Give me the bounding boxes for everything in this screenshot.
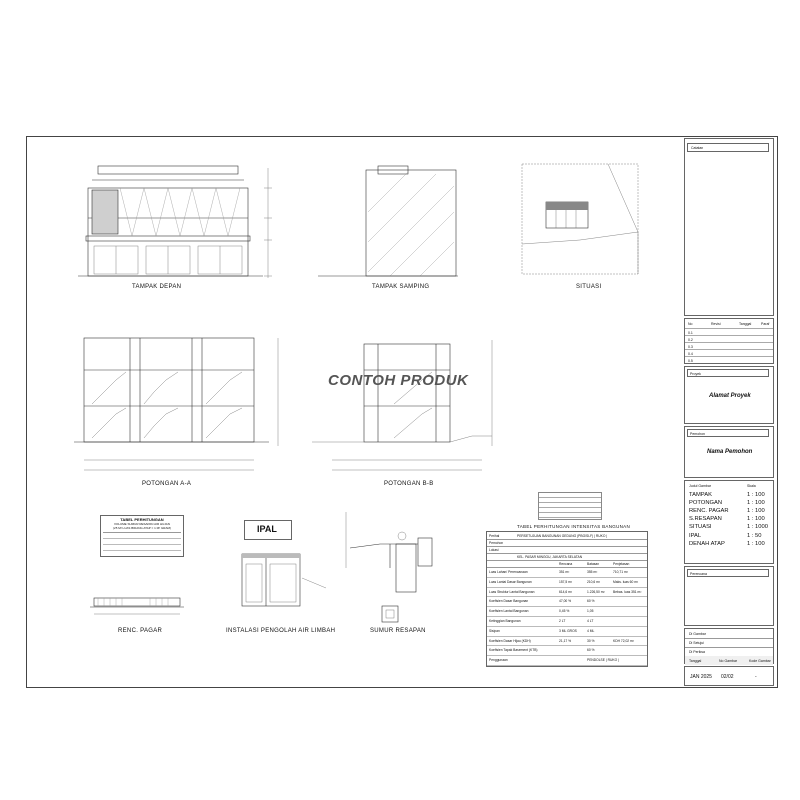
intensity-row-label: Penggunaan — [489, 658, 508, 663]
notes-panel — [684, 138, 774, 316]
revision-row-number: 0.4 — [688, 351, 693, 356]
site-plan-title: SITUASI — [576, 284, 602, 290]
drawing-name: DENAH ATAP — [689, 540, 725, 547]
drawing-list-row — [685, 540, 773, 548]
intensity-row-batasan: 1,05 — [587, 609, 594, 614]
approval-panel — [684, 628, 774, 664]
notes-label: Catatan — [691, 146, 704, 150]
intensity-perihal: PERSETUJUAN BANGUNAN GEDUNG (PBG/SLF) | RUKO | — [517, 533, 608, 538]
revision-row — [685, 356, 773, 364]
title-block — [684, 138, 774, 686]
drawing-number-value: 02/02 — [721, 674, 734, 680]
table-sumur-resapan — [100, 515, 184, 557]
applicant-panel — [684, 426, 774, 478]
drawing-name: S.RESAPAN — [689, 516, 722, 523]
drawing-list-header: Judul Gambar — [689, 484, 711, 488]
intensity-row-penjelasan: 710,71 m² — [613, 570, 628, 574]
applicant-name: Nama Pemohon — [707, 449, 753, 455]
side-elevation-drawing — [318, 162, 458, 282]
intensity-row-label: Ketinggian Bangunan — [489, 619, 521, 623]
front-elevation-drawing — [78, 158, 298, 288]
watermark-text: CONTOH PRODUK — [328, 372, 469, 389]
approved-by-label: Di Setujui — [689, 640, 704, 645]
intensity-row-batasan: 4 LT — [587, 619, 594, 623]
drawing-name: TAMPAK — [689, 491, 712, 498]
drawing-name: RENC. PAGAR — [689, 507, 729, 514]
ipal-label-box — [244, 520, 292, 540]
intensity-row-label: Luas Lahan/ Perencanaan — [489, 570, 528, 574]
drawing-list-row — [685, 499, 773, 507]
table-sumur-title: TABEL PERHITUNGAN — [120, 517, 164, 522]
table-sumur-subtitle2: (25 M² LUAS BIDANG ATAP = 1 M³ GRAM) — [113, 526, 171, 530]
drawing-list-row — [685, 524, 773, 532]
intensity-location: KEL. PASAR MINGGU, JAKARTA SELATAN — [517, 554, 583, 559]
intensity-row-batasan: PENDOLSE | RUKO | — [587, 658, 619, 663]
intensity-header-rencana: Rencana — [559, 561, 573, 566]
section-bb-title: POTONGAN B-B — [384, 481, 434, 487]
intensity-row-penjelasan: KDH 72,02 m² — [613, 638, 634, 643]
fence-plan-title: RENC. PAGAR — [118, 628, 163, 634]
drawing-list-row — [685, 507, 773, 515]
date-label: Tanggal — [689, 658, 702, 663]
drawing-scale: 1 : 50 — [747, 532, 762, 539]
intensity-row-rencana: 47,00 % — [559, 599, 572, 604]
revision-row-number: 0.3 — [688, 344, 693, 349]
intensity-row-batasan: 210,6 m² — [587, 579, 601, 584]
drawing-list-row — [685, 516, 773, 524]
fence-plan-drawing — [90, 590, 190, 620]
infiltration-well-title: SUMUR RESAPAN — [370, 628, 426, 634]
checked-by-label: Di Periksa — [689, 649, 705, 654]
ipal-label: IPAL — [257, 524, 277, 534]
intensity-row-label: Koefisien Lantai Bangunan — [489, 609, 529, 614]
drawing-number-label: No Gambar — [719, 658, 738, 663]
intensity-row-label: Koefisien Tapak Basement (KTB) — [489, 648, 538, 653]
planner-panel — [684, 566, 774, 626]
revision-header-tanggal: Tanggal — [739, 322, 752, 326]
applicant-label: Pemohon — [690, 431, 705, 436]
intensity-row-rencana: 3 ML GROS — [559, 628, 577, 633]
section-aa-title: POTONGAN A-A — [142, 481, 192, 487]
intensity-row-batasan: 30 % — [587, 638, 595, 643]
front-elevation-title: TAMPAK DEPAN — [132, 284, 182, 290]
date-value: JAN 2025 — [690, 674, 712, 680]
intensity-header-penjelasan: Penjelasan — [613, 561, 630, 566]
drawing-name: POTONGAN — [689, 499, 723, 506]
intensity-row-label: Sisipan — [489, 628, 500, 633]
drawing-scale: 1 : 100 — [747, 491, 765, 498]
drawing-code-label: Kode Gambar — [749, 658, 771, 663]
revision-header-no: No — [688, 322, 693, 326]
drawing-name: SITUASI — [689, 524, 712, 531]
project-panel — [684, 366, 774, 424]
small-top-table — [538, 492, 602, 520]
intensity-row-label: Luas Struktur Lantai Bangunan — [489, 589, 535, 594]
revision-table — [684, 318, 774, 364]
intensity-row-batasan: 1.226,50 m² — [587, 589, 605, 594]
intensity-row-label: Luas Lantai Dasar Bangunan — [489, 579, 532, 584]
intensity-row-penjelasan: Bebas. luas 351 m² — [613, 589, 642, 594]
intensity-row-batasan: 4 ML — [587, 628, 595, 633]
intensity-row-batasan: 60 % — [587, 599, 595, 604]
intensity-row-rencana: 351 m² — [559, 570, 570, 574]
drawing-scale: 1 : 1000 — [747, 524, 768, 531]
revision-row-number: 0.2 — [688, 337, 693, 342]
intensity-row-rencana: 0,45 % — [559, 609, 570, 614]
project-address: Alamat Proyek — [709, 393, 751, 399]
revision-header-revisi: Revisi — [711, 322, 721, 326]
drawing-list-row — [685, 491, 773, 499]
intensity-row-rencana: 157,5 m² — [559, 579, 573, 584]
site-plan-drawing — [520, 162, 640, 282]
intensity-row-rencana: 21,17 % — [559, 638, 572, 643]
intensity-table: Perihal PERSETUJUAN BANGUNAN GEDUNG (PBG/SLF) | RUKO | Pemohon Lokasi KEL. PASAR MINGGU, JAKARTA SELATAN Rencana Batasan Penjelasan Luas Lahan/ Perencanaan 351 m² 355 m² 710,71 m² Luas Lantai Dasar Bangunan 157,5 m² 210,6 m² Maks. luas 60 m² Luas Struktur Lantai Bangunan 614,6 m² 1.226,50 m² Bebas. luas 351 m² Koefisien Dasar Bangunan 47,00 % 60 % Koefisien Lantai Bangunan 0,45 % 1,05 Ketinggian Bangunan 2 LT 4 LT Sisipan 3 ML GROS 4 ML Koefisien Dasar Hijau (KDH) 21,17 % 30 % KDH 72,02 m² Koefisien Tapak Basement (KTB) 60 % Penggunaan PENDOLSE | RUKO | — [486, 531, 648, 667]
side-elevation-title: TAMPAK SAMPING — [372, 284, 430, 290]
drawing-list-panel — [684, 480, 774, 564]
intensity-row-label: Koefisien Dasar Bangunan — [489, 599, 529, 604]
intensity-row-batasan: 60 % — [587, 648, 595, 653]
intensity-table-title: TABEL PERHITUNGAN INTENSITAS BANGUNAN — [517, 524, 631, 529]
drawing-code-value: - — [755, 674, 757, 680]
drawing-list-row — [685, 532, 773, 540]
planner-label: Perencana — [690, 571, 707, 576]
drawing-scale: 1 : 100 — [747, 507, 765, 514]
intensity-row-rencana: 2 LT — [559, 619, 566, 623]
drawing-scale: 1 : 100 — [747, 499, 765, 506]
intensity-row-batasan: 355 m² — [587, 570, 598, 574]
ipal-title: INSTALASI PENGOLAH AIR LIMBAH — [226, 628, 336, 634]
date-number-panel — [684, 666, 774, 686]
intensity-row-label: Koefisien Dasar Hijau (KDH) — [489, 638, 531, 643]
intensity-row-penjelasan: Maks. luas 60 m² — [613, 579, 639, 584]
drawing-name: IPAL — [689, 532, 702, 539]
intensity-row — [487, 655, 647, 666]
infiltration-well-drawing — [340, 508, 460, 628]
section-bb-drawing — [312, 330, 512, 480]
revision-row-number: 0.5 — [688, 358, 693, 363]
scale-header: Skala — [747, 484, 756, 488]
ipal-drawing — [236, 548, 336, 618]
intensity-header-batasan: Batasan — [587, 561, 600, 566]
drawing-scale: 1 : 100 — [747, 540, 765, 547]
revision-header-paraf: Paraf — [761, 322, 770, 326]
drawing-scale: 1 : 100 — [747, 516, 765, 523]
revision-row-number: 0.1 — [688, 330, 693, 335]
intensity-row-rencana: 614,6 m² — [559, 589, 573, 594]
drawn-by-label: Di Gambar — [689, 631, 706, 636]
table-sumur-subtitle: VOLUME SUMUR RESAPAN AIR HUJAN — [114, 522, 170, 526]
project-label: Proyek — [690, 371, 701, 376]
section-aa-drawing — [74, 330, 299, 480]
